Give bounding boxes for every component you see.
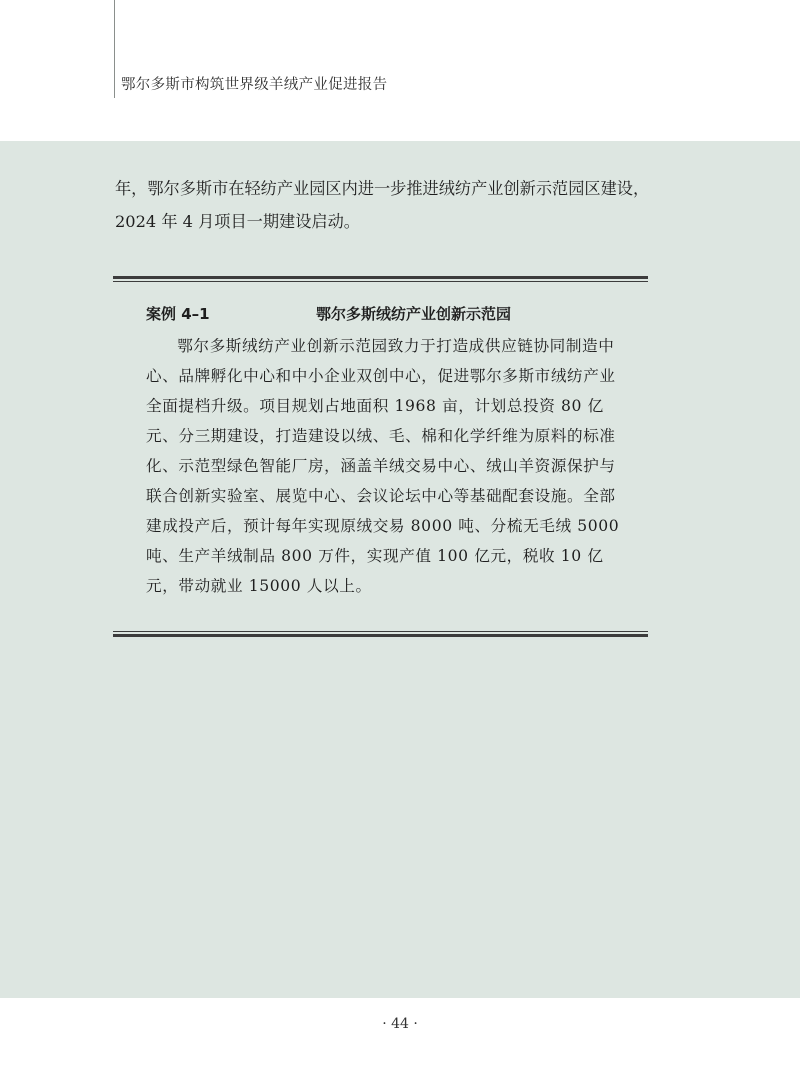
running-title: 鄂尔多斯市构筑世界级羊绒产业促进报告 <box>121 77 388 93</box>
case-box-bottom-rule <box>113 631 648 637</box>
header-divider <box>114 0 115 98</box>
page-number: · 44 · <box>382 1016 418 1032</box>
case-body: 鄂尔多斯绒纺产业创新示范园致力于打造成供应链协同制造中心、品牌孵化中心和中小企业双创中心，促进鄂尔多斯市绒纺产业全面提档升级。项目规划占地面积 1968 亩，计划总投资 80 亿元、分三期建设，打造建设以绒、毛、棉和化学纤维为原料的标准化、示范型绿色智能厂房，涵盖羊绒交易中心、绒山羊资源保护与联合创新实验室、展览中心、会议论坛中心等基础配套设施。全部建成投产后，预计每年实现原绒交易 8000 吨、分梳无毛绒 5000 吨、生产羊绒制品 800 万件，实现产值 100 亿元，税收 10 亿元，带动就业 15000 人以上。 <box>146 337 620 595</box>
case-label: 案例 4–1 <box>146 305 210 323</box>
case-box-top-rule <box>113 276 648 282</box>
body-paragraph: 年，鄂尔多斯市在轻纺产业园区内进一步推进绒纺产业创新示范园区建设，2024 年 4 月项目一期建设启动。 <box>115 179 650 231</box>
case-title: 鄂尔多斯绒纺产业创新示范园 <box>316 305 512 323</box>
